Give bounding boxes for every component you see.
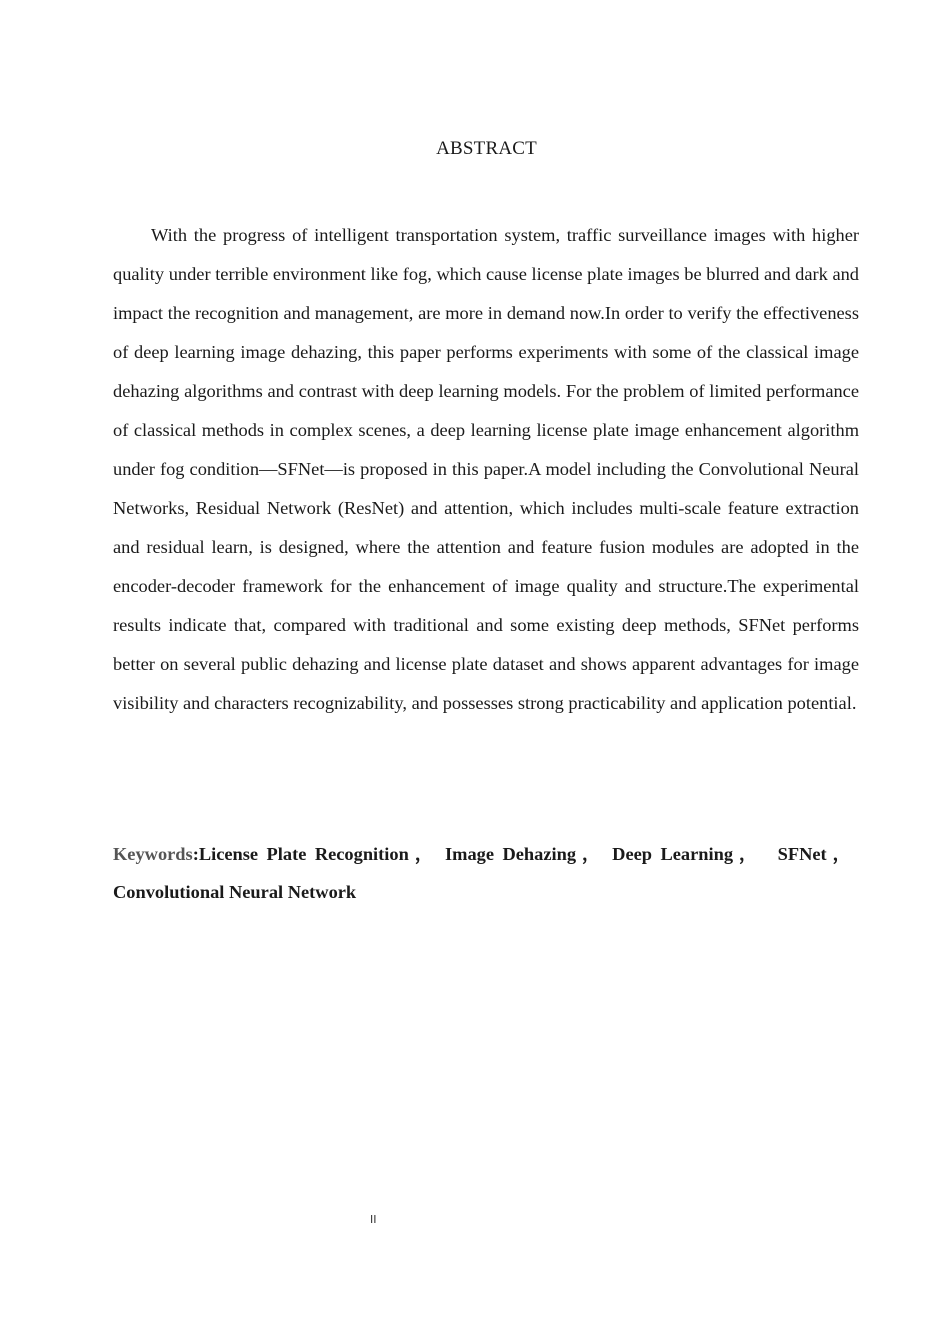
keyword-item: SFNet <box>777 844 827 864</box>
keyword-separator: ， <box>578 844 605 864</box>
keyword-item: License Plate Recognition <box>198 844 409 864</box>
page-number: II <box>370 1213 377 1226</box>
keyword-item: Convolutional Neural Network <box>113 882 357 902</box>
keyword-item: Image Dehazing <box>444 844 577 864</box>
keyword-separator: ， <box>410 844 437 864</box>
keyword-separator: ， <box>828 844 851 864</box>
keywords-label: Keywords <box>113 844 193 864</box>
abstract-body: With the progress of intelligent transportation system, traffic surveillance images with higher quality under terrible environment like fog, which cause license plate images be blurred and dark and impact the recognition and management, are more in demand now.In order to verify the effectiveness of deep learning image dehazing, this paper performs experiments with some of the classical image dehazing algorithms and contrast with deep learning models. For the problem of limited performance of classical methods in complex scenes, a deep learning license plate image enhancement algorithm under fog condition—SFNet—is proposed in this paper.A model including the Convolutional Neural Networks, Residual Network (ResNet) and attention, which includes multi-scale feature extraction and residual learn, is designed, where the attention and feature fusion modules are adopted in the encoder-decoder framework for the enhancement of image quality and structure.The experimental results indicate that, compared with traditional and some existing deep methods, SFNet performs better on several public dehazing and license plate dataset and shows apparent advantages for image visibility and characters recognizability, and possesses strong practicability and application potential. <box>113 225 859 713</box>
keywords-line <box>113 835 859 911</box>
keywords-colon: : <box>192 844 199 864</box>
abstract-title: ABSTRACT <box>436 138 537 159</box>
keyword-item: Deep Learning <box>612 844 734 864</box>
keyword-separator: ， <box>735 844 762 864</box>
